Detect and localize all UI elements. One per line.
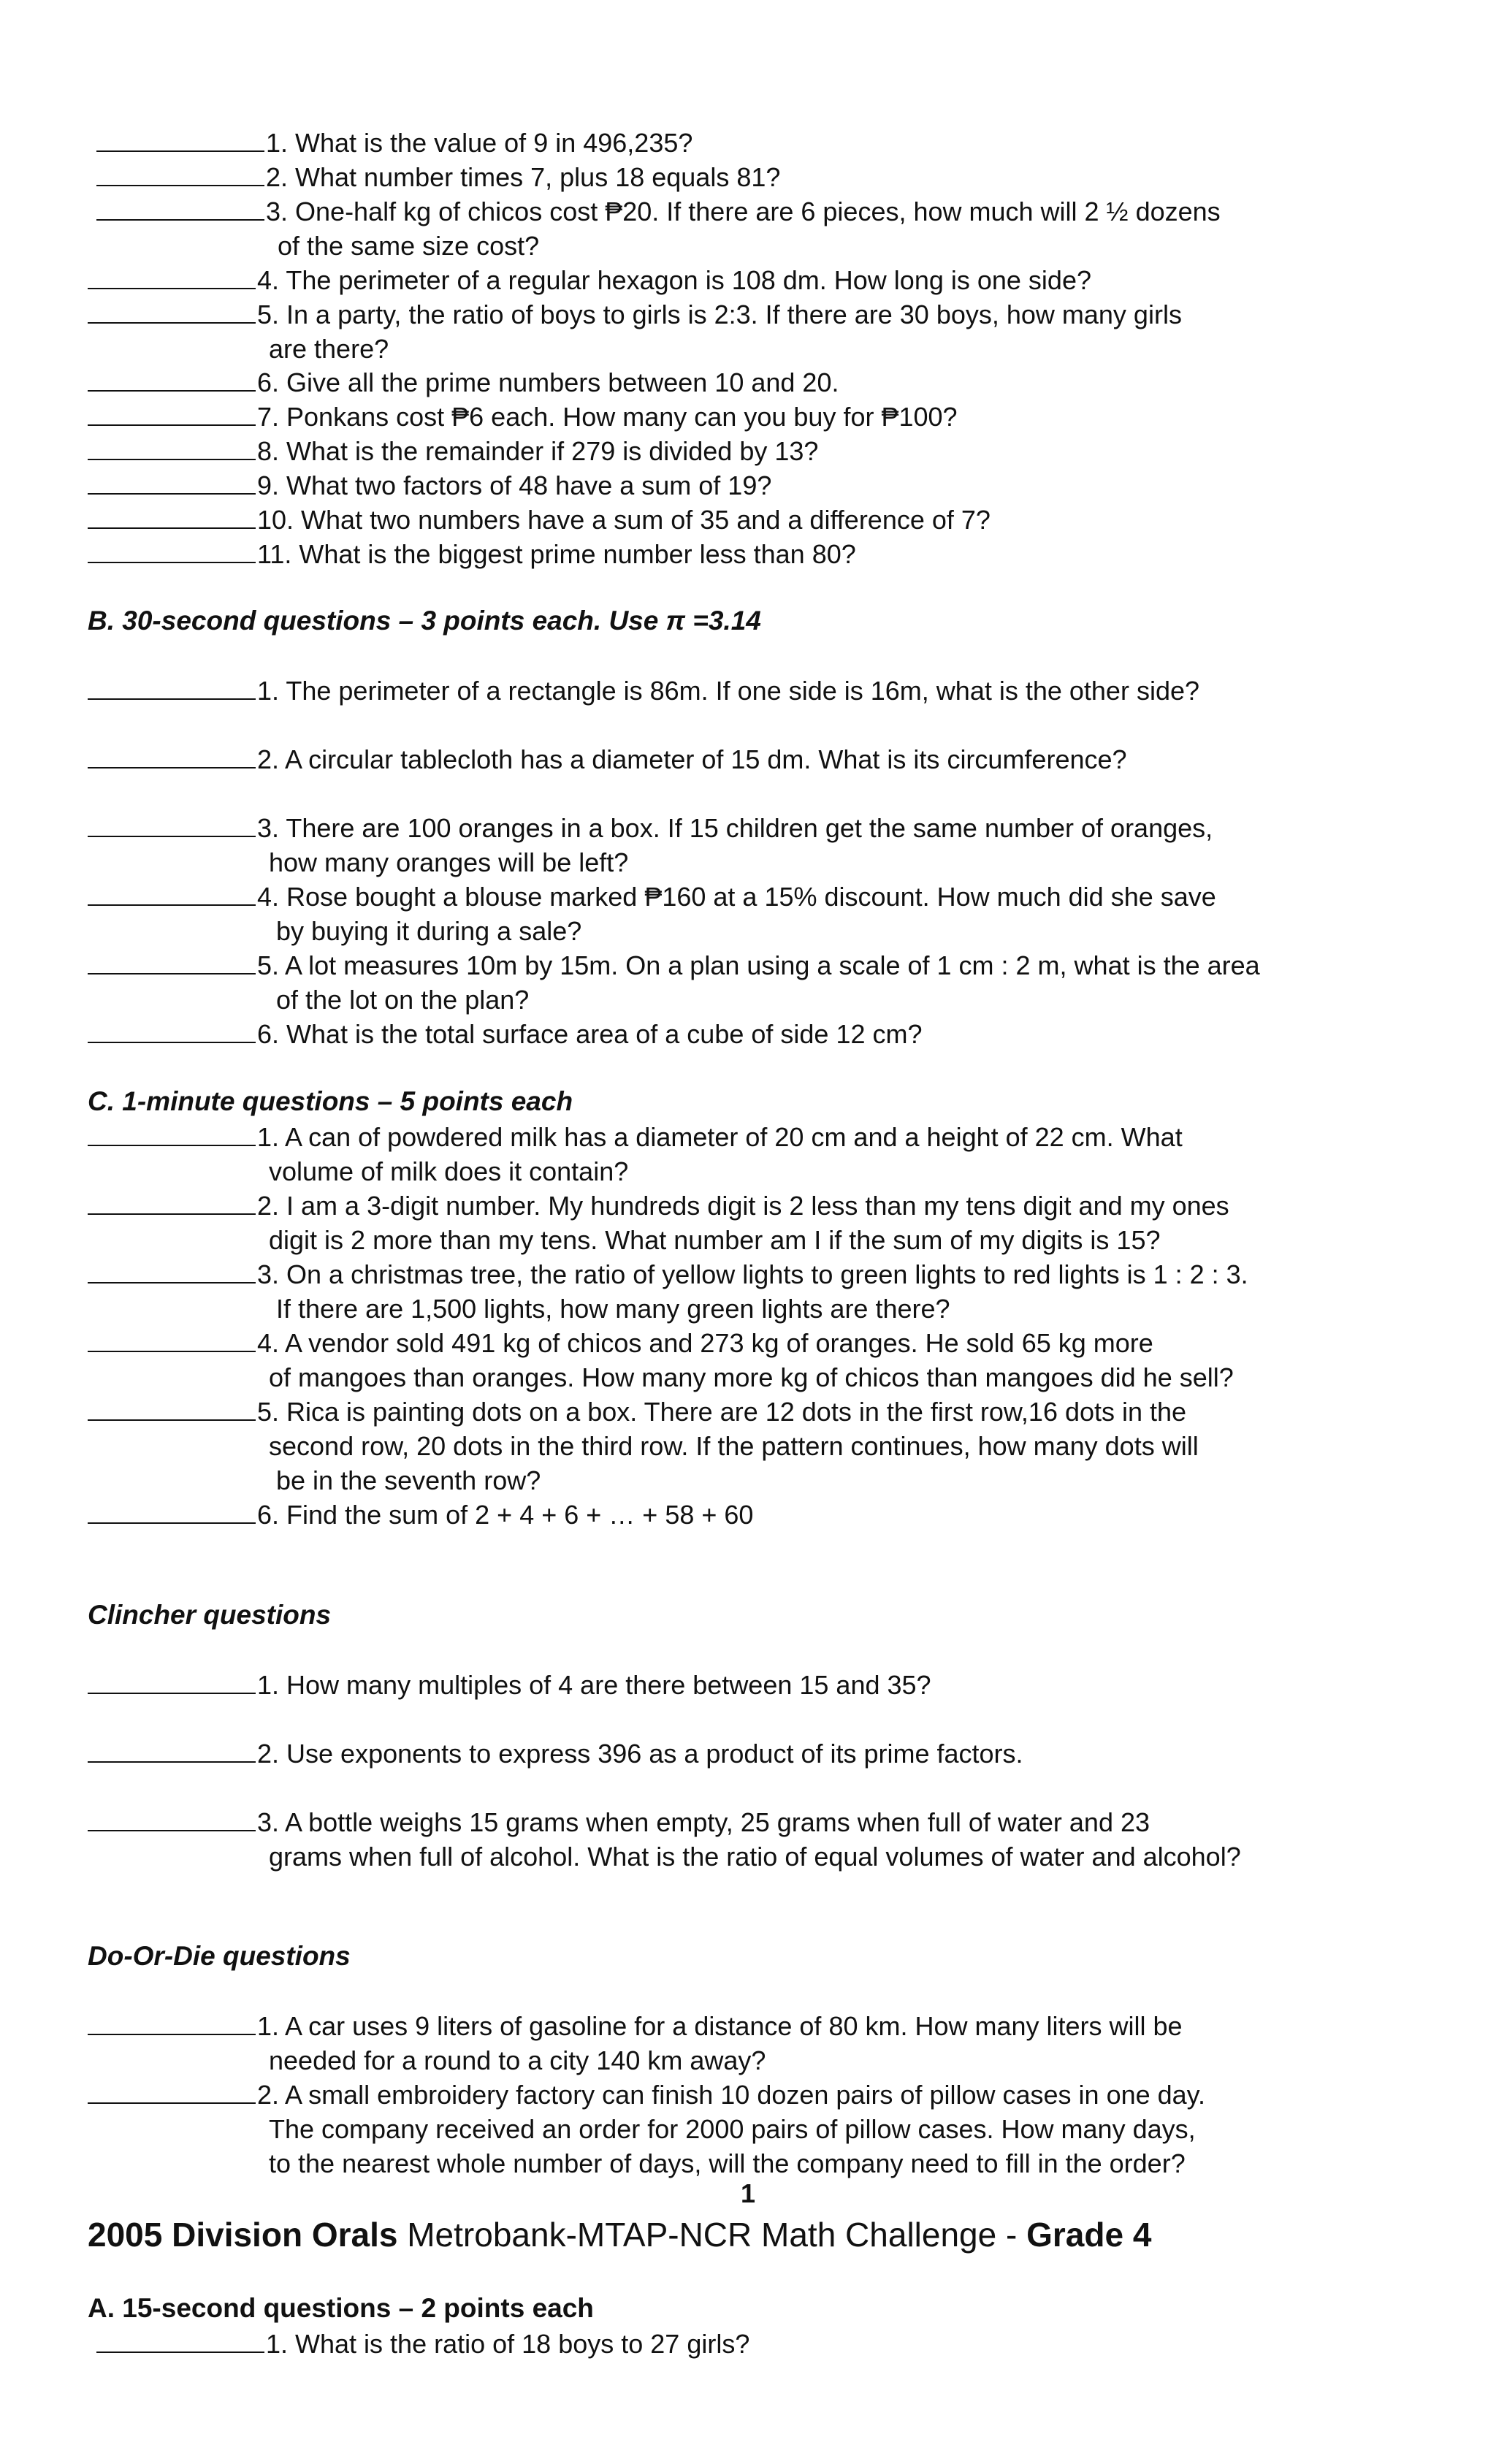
answer-blank[interactable] <box>88 364 256 392</box>
answer-blank[interactable] <box>88 2076 256 2104</box>
answer-blank[interactable] <box>88 809 256 837</box>
answer-blank[interactable] <box>88 1256 256 1284</box>
question-b1: 1. The perimeter of a rectangle is 86m. If one side is 16m, what is the other side? <box>88 672 1446 708</box>
answer-blank[interactable] <box>96 124 264 152</box>
question-clincher-3: 3. A bottle weighs 15 grams when empty, 25 grams when full of water and 23 grams when full of alcohol. What is the ratio of equal volumes of water and alcohol? <box>88 1804 1446 1874</box>
answer-blank[interactable] <box>88 1015 256 1043</box>
answer-blank[interactable] <box>88 1735 256 1763</box>
question-c1: 1. A can of powdered milk has a diameter of 20 cm and a height of 22 cm. What volume of milk does it contain? <box>88 1118 1446 1189</box>
answer-blank[interactable] <box>88 432 256 460</box>
question-b6: 6. What is the total surface area of a cube of side 12 cm? <box>88 1015 1446 1051</box>
question-c4: 4. A vendor sold 491 kg of chicos and 273 kg of oranges. He sold 65 kg more of mangoes than oranges. How many more kg of chicos than mangoes did he sell? <box>88 1324 1446 1395</box>
answer-blank[interactable] <box>88 501 256 529</box>
answer-blank[interactable] <box>88 672 256 700</box>
question-b5: 5. A lot measures 10m by 15m. On a plan using a scale of 1 cm : 2 m, what is the area of the lot on the plan? <box>88 947 1446 1017</box>
answer-blank[interactable] <box>88 1393 256 1421</box>
question-a3: 3. One-half kg of chicos cost ₱20. If there are 6 pieces, how much will 2 ½ dozens of the same size cost? <box>88 193 1446 263</box>
question-a8: 8. What is the remainder if 279 is divided by 13? <box>88 432 1446 468</box>
answer-blank[interactable] <box>88 741 256 768</box>
question-b4: 4. Rose bought a blouse marked ₱160 at a 15% discount. How much did she save by buying it during a sale? <box>88 878 1446 948</box>
answer-blank[interactable] <box>96 193 264 221</box>
question-c3: 3. On a christmas tree, the ratio of yellow lights to green lights to red lights is 1 : 2 : 3. If there are 1,500 lights, how many green lights are there? <box>88 1256 1446 1326</box>
answer-blank[interactable] <box>96 2325 264 2353</box>
question-b3: 3. There are 100 oranges in a box. If 15 children get the same number of oranges, how many oranges will be left? <box>88 809 1446 880</box>
do-or-die-heading: Do-Or-Die questions <box>88 1941 351 1971</box>
clincher-heading: Clincher questions <box>88 1600 332 1630</box>
question-a7: 7. Ponkans cost ₱6 each. How many can you buy for ₱100? <box>88 398 1446 434</box>
answer-blank[interactable] <box>88 467 256 495</box>
question-a6: 6. Give all the prime numbers between 10 and 20. <box>88 364 1446 400</box>
next-section-heading: A. 15-second questions – 2 points each <box>88 2293 594 2323</box>
question-b2: 2. A circular tablecloth has a diameter of 15 dm. What is its circumference? <box>88 741 1446 777</box>
question-clincher-1: 1. How many multiples of 4 are there between 15 and 35? <box>88 1666 1446 1702</box>
question-next-1: 1. What is the ratio of 18 boys to 27 girls? <box>88 2325 1446 2361</box>
answer-blank[interactable] <box>88 947 256 974</box>
question-a2: 2. What number times 7, plus 18 equals 81? <box>88 159 1446 194</box>
section-b-heading: B. 30-second questions – 3 points each. Use π =3.14 <box>88 606 761 636</box>
question-c2: 2. I am a 3-digit number. My hundreds digit is 2 less than my tens digit and my ones digit is 2 more than my tens. What number am I if the sum of my digits is 15? <box>88 1187 1446 1257</box>
answer-blank[interactable] <box>88 262 256 289</box>
answer-blank[interactable] <box>88 1187 256 1215</box>
question-c5: 5. Rica is painting dots on a box. There are 12 dots in the first row,16 dots in the second row, 20 dots in the third row. If the pattern continues, how many dots will be in the seventh row? <box>88 1393 1446 1498</box>
question-a9: 9. What two factors of 48 have a sum of 19? <box>88 467 1446 503</box>
answer-blank[interactable] <box>88 398 256 426</box>
answer-blank[interactable] <box>88 878 256 906</box>
question-a1: 1. What is the value of 9 in 496,235? <box>88 124 1446 160</box>
answer-blank[interactable] <box>88 1804 256 1831</box>
answer-blank[interactable] <box>96 159 264 186</box>
question-dod-2: 2. A small embroidery factory can finish 10 dozen pairs of pillow cases in one day. The company received an order for 2000 pairs of pillow cases. How many days, to the nearest whole number of days, will the company need to fill in the order? <box>88 2076 1446 2181</box>
answer-blank[interactable] <box>88 535 256 563</box>
question-dod-1: 1. A car uses 9 liters of gasoline for a distance of 80 km. How many liters will be needed for a round to a city 140 km away? <box>88 2007 1446 2078</box>
answer-blank[interactable] <box>88 1496 256 1524</box>
answer-blank[interactable] <box>88 296 256 324</box>
page-number: 1 <box>740 2178 756 2208</box>
question-a10: 10. What two numbers have a sum of 35 and a difference of 7? <box>88 501 1446 537</box>
answer-blank[interactable] <box>88 1666 256 1694</box>
question-clincher-2: 2. Use exponents to express 396 as a product of its prime factors. <box>88 1735 1446 1771</box>
question-c6: 6. Find the sum of 2 + 4 + 6 + … + 58 + 60 <box>88 1496 1446 1532</box>
document-title: 2005 Division Orals Metrobank-MTAP-NCR Math Challenge - Grade 4 <box>88 2216 1152 2254</box>
question-a5: 5. In a party, the ratio of boys to girls is 2:3. If there are 30 boys, how many girls are there? <box>88 296 1446 366</box>
section-c-heading: C. 1-minute questions – 5 points each <box>88 1086 573 1116</box>
answer-blank[interactable] <box>88 2007 256 2035</box>
question-a4: 4. The perimeter of a regular hexagon is 108 dm. How long is one side? <box>88 262 1446 297</box>
answer-blank[interactable] <box>88 1118 256 1146</box>
question-a11: 11. What is the biggest prime number less than 80? <box>88 535 1446 571</box>
answer-blank[interactable] <box>88 1324 256 1352</box>
